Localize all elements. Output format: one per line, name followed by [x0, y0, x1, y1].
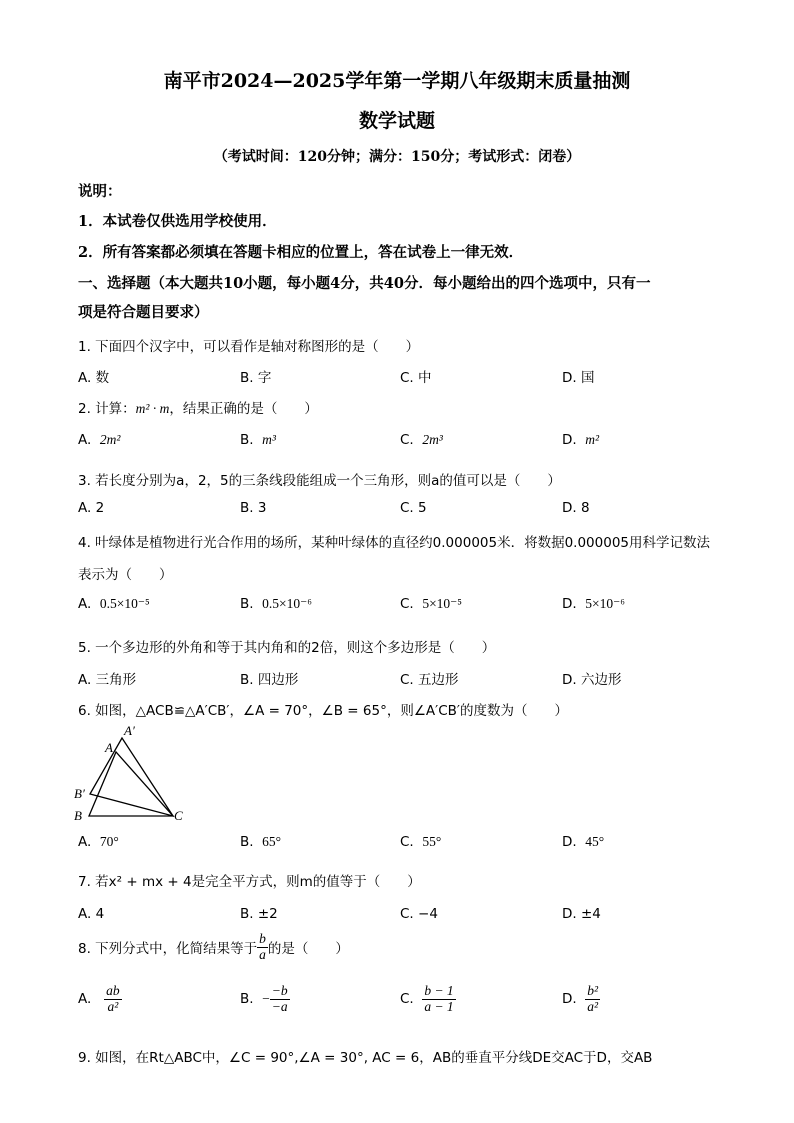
question-9-stem: 9. 如图，在Rt△ABC中，∠C = 90°,∠A = 30°, AC = 6，AB的垂直平分线DE交AC于D，交AB: [78, 1050, 653, 1066]
question-7-option-c: C. −4: [400, 906, 438, 922]
question-6-option-b: B. 65°: [240, 834, 282, 850]
label-c: C: [174, 808, 183, 823]
question-4-option-d: D. 5×10⁻⁶: [562, 596, 625, 612]
question-5-option-b: B. 四边形: [240, 672, 299, 688]
question-3-option-b: B. 3: [240, 500, 267, 516]
question-7-option-b: B. ±2: [240, 906, 278, 922]
question-5-option-c: C. 五边形: [400, 672, 459, 688]
question-1-option-a: A. 数: [78, 370, 110, 386]
notes-heading: 说明：: [78, 183, 122, 200]
question-1-option-b: B. 字: [240, 370, 272, 386]
section1-heading-line1: 一、选择题（本大题共10小题，每小题4分，共40分．每小题给出的四个选项中，只有一: [78, 275, 651, 292]
question-7-option-a: A. 4: [78, 906, 105, 922]
question-6-option-c: C. 55°: [400, 834, 442, 850]
label-a: A: [105, 740, 113, 755]
question-5-option-a: A. 三角形: [78, 672, 137, 688]
question-2-stem: 2. 计算：m² · m，结果正确的是（ ）: [78, 401, 318, 417]
note-item-2: 2．所有答案都必须填在答题卡相应的位置上，答在试卷上一律无效．: [78, 244, 524, 261]
note-item-1: 1．本试卷仅供选用学校使用．: [78, 213, 277, 230]
label-a-prime: A′: [124, 723, 135, 738]
triangle-a-b-c: [89, 752, 173, 816]
section1-heading-line2: 项是符合题目要求）: [78, 304, 209, 321]
question-1-stem: 1. 下面四个汉字中，可以看作是轴对称图形的是（ ）: [78, 339, 420, 355]
label-b-prime: B′: [74, 786, 85, 801]
question-8-target-fraction: $\frac{b}{a}$: [259, 931, 266, 962]
question-2-option-c: C. 2m³: [400, 432, 443, 448]
question-8-option-a: A. $\frac{ab}{\text{a²}}$: [78, 983, 120, 1014]
exam-title: 南平市2024—2025学年第一学期八年级期末质量抽测: [163, 70, 631, 92]
question-1-option-c: C. 中: [400, 370, 432, 386]
question-6-option-d: D. 45°: [562, 834, 605, 850]
question-2-option-b: B. m³: [240, 432, 276, 448]
question-8-option-c: C. $\frac{b - 1}{a - 1}$: [400, 983, 454, 1014]
question-2-option-a: A. 2m²: [78, 432, 121, 448]
question-7-option-d: D. ±4: [562, 906, 601, 922]
question-2-expression: m² · m: [135, 401, 170, 416]
question-1-option-d: D. 国: [562, 370, 595, 386]
triangle-a-prime-b-prime-c: [90, 738, 173, 816]
subject-title: 数学试题: [358, 110, 435, 132]
label-b: B: [74, 808, 82, 823]
question-3-option-a: A. 2: [78, 500, 105, 516]
question-4-stem-line1: 4. 叶绿体是植物进行光合作用的场所，某种叶绿体的直径约0.000005米．将数据0.000005用科学记数法: [78, 535, 711, 551]
question-4-stem-line2: 表示为（ ）: [78, 567, 173, 583]
question-8-stem: 8. 下列分式中，化简结果等于 $\frac{b}{a}$ 的是（ ）: [78, 931, 349, 962]
question-4-option-c: C. 5×10⁻⁵: [400, 596, 463, 612]
question-4-option-a: A. 0.5×10⁻⁵: [78, 596, 150, 612]
question-3-stem: 3. 若长度分别为a，2，5的三条线段能组成一个三角形，则a的值可以是（ ）: [78, 473, 561, 489]
question-3-option-c: C. 5: [400, 500, 427, 516]
question-8-option-d: D. $\frac{\text{b²}}{\text{a²}}$: [562, 983, 599, 1014]
question-2-option-d: D. m²: [562, 432, 600, 448]
question-4-option-b: B. 0.5×10⁻⁶: [240, 596, 312, 612]
question-5-option-d: D. 六边形: [562, 672, 622, 688]
question-6-option-a: A. 70°: [78, 834, 119, 850]
exam-info: （考试时间：120分钟；满分：150分；考试形式：闭卷）: [213, 149, 581, 165]
question-8-option-b: B. − $\frac{-b}{-a}$: [240, 983, 288, 1014]
question-5-stem: 5. 一个多边形的外角和等于其内角和的2倍，则这个多边形是（ ）: [78, 640, 496, 656]
question-3-option-d: D. 8: [562, 500, 590, 516]
question-6-stem: 6. 如图，△ACB≌△A′CB′，∠A = 70°，∠B = 65°，则∠A′CB′的度数为（ ）: [78, 703, 568, 719]
question-7-stem: 7. 若x² + mx + 4是完全平方式，则m的值等于（ ）: [78, 874, 421, 890]
triangle-figure: [72, 722, 192, 830]
